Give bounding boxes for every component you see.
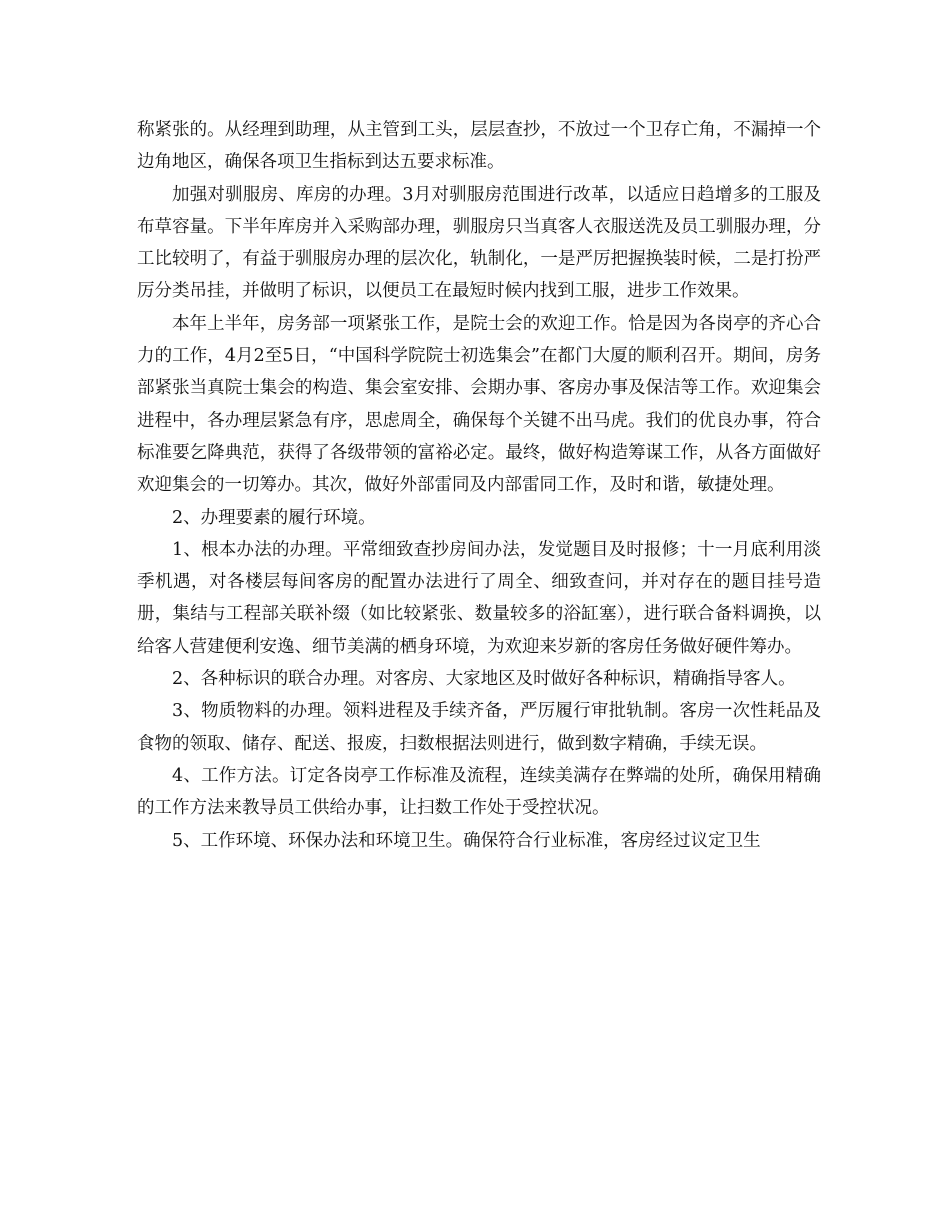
paragraph-2: 加强对驯服房、库房的办理。3月对驯服房范围进行改革，以适应日趋增多的工服及布草容量。下半年库房并入采购部办理，驯服房只当真客人衣服送洗及员工驯服办理，分工比较明了，有益于驯服房办理的层次化，轨制化，一是严厉把握换装时候，二是打扮严厉分类吊挂，并做明了标识，以便员工在最短时候内找到工服，进步工作效果。 bbox=[137, 184, 821, 302]
paragraph-item-4: 4、工作方法。订定各岗亭工作标准及流程，连续美满存在弊端的处所，确保用精确的工作方法来教导员工供给办事，让扫数工作处于受控状况。 bbox=[137, 765, 821, 819]
paragraph-item-2: 2、各种标识的联合办理。对客房、大家地区及时做好各种标识，精确指导客人。 bbox=[172, 669, 796, 690]
paragraph-item-5: 5、工作环境、环保办法和环境卫生。确保符合行业标准，客房经过议定卫生 bbox=[172, 830, 761, 851]
paragraph-item-1: 1、根本办法的办理。平常细致查抄房间办法，发觉题目及时报修；十一月底利用淡季机遇，对各楼层每间客房的配置办法进行了周全、细致查问，并对存在的题目挂号造册，集结与工程部关联补缀（如比较紧张、数量较多的浴缸塞），进行联合备料调换，以给客人营建便利安逸、细节美满的栖身环境，为欢迎来岁新的客房任务做好硬件筹办。 bbox=[137, 539, 821, 657]
paragraph-3: 本年上半年，房务部一项紧张工作，是院士会的欢迎工作。恰是因为各岗亭的齐心合力的工作，4月2至5日，“中国科学院院士初选集会”在都门大厦的顺利召开。期间，房务部紧张当真院士集会的构造、集会室安排、会期办事、客房办事及保洁等工作。欢迎集会进程中，各办理层紧急有序，思虑周全，确保每个关键不出马虎。我们的优良办事，符合标准要乞降典范，获得了各级带领的富裕必定。最终，做好构造筹谋工作，从各方面做好欢迎集会的一切筹办。其次，做好外部雷同及内部雷同工作，及时和谐，敏捷处理。 bbox=[137, 313, 821, 496]
document-body bbox=[137, 114, 821, 857]
paragraph-item-3: 3、物质物料的办理。领料进程及手续齐备，严厉履行审批轨制。客房一次性耗品及食物的领取、储存、配送、报废，扫数根据法则进行，做到数字精确，手续无误。 bbox=[137, 701, 821, 754]
section-heading-2: 2、办理要素的履行环境。 bbox=[172, 507, 376, 528]
paragraph-1: 称紧张的。从经理到助理，从主管到工头，层层查抄，不放过一个卫存亡角，不漏掉一个边角地区，确保各项卫生指标到达五要求标准。 bbox=[137, 120, 821, 173]
